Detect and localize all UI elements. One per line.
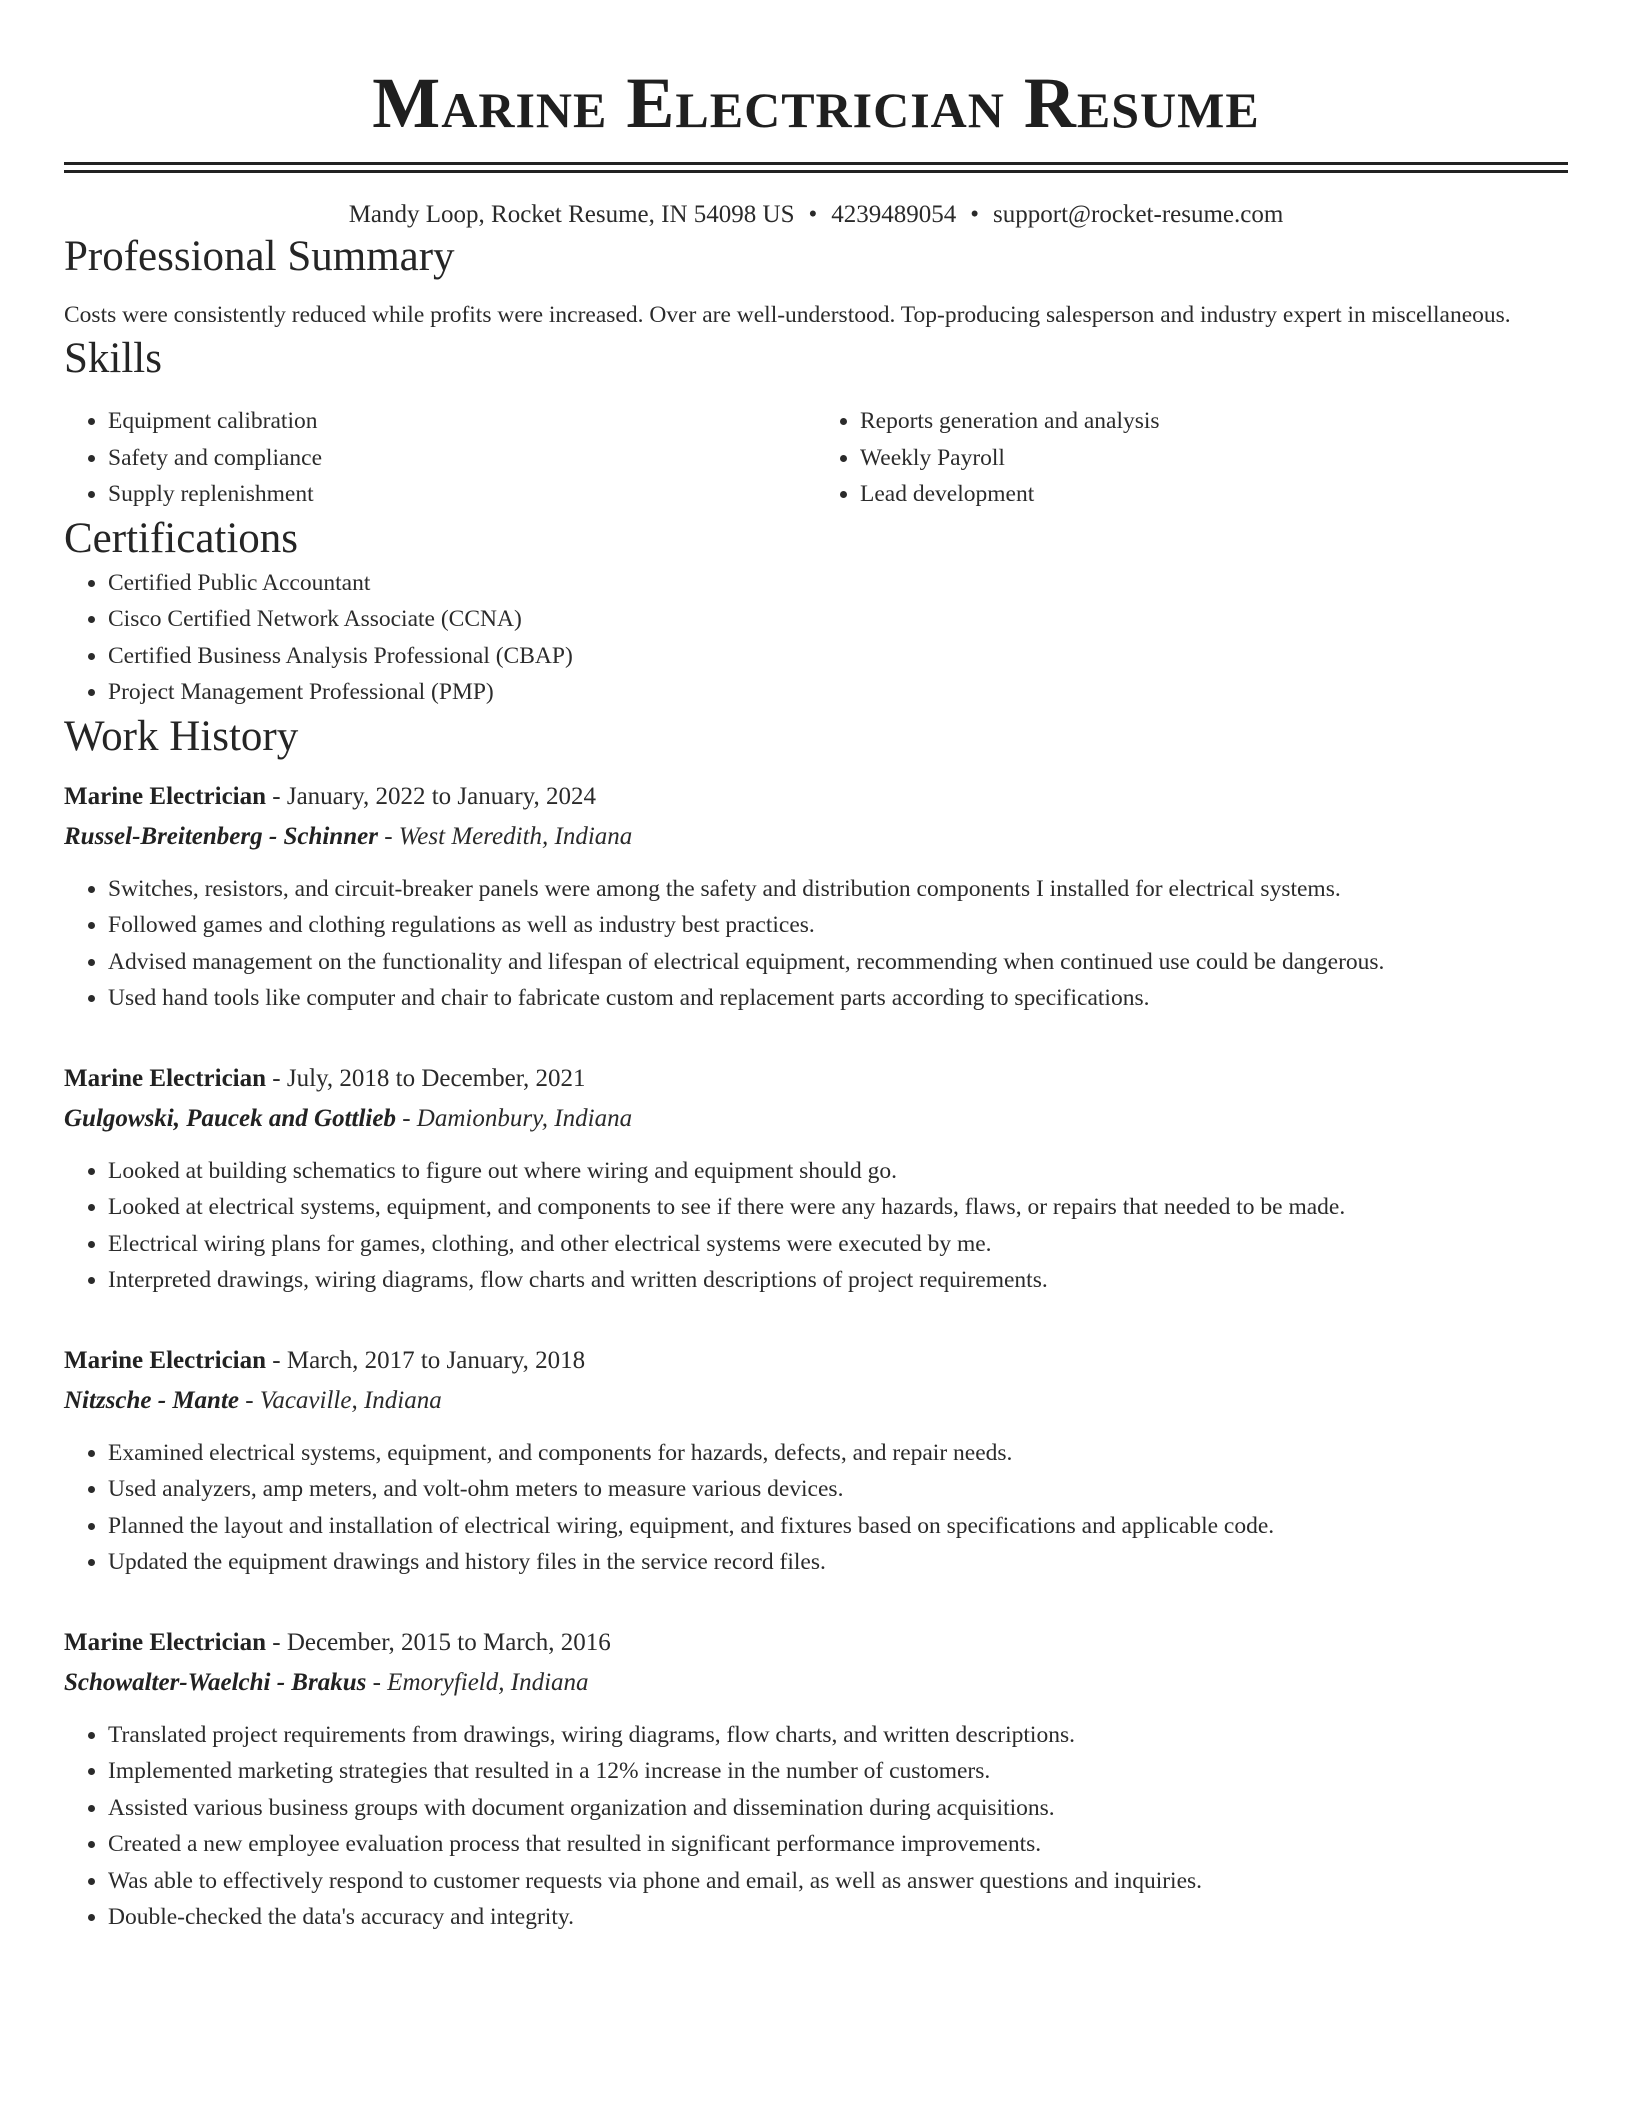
contact-separator: •: [970, 201, 980, 228]
job-company: Nitzsche - Mante: [64, 1386, 239, 1414]
contact-phone: 4239489054: [831, 201, 957, 228]
job-location: West Meredith, Indiana: [398, 822, 633, 850]
job-location: Damionbury, Indiana: [416, 1104, 633, 1132]
job-duties-list: [64, 1717, 1568, 1936]
job-location: Vacaville, Indiana: [259, 1386, 442, 1414]
certifications-heading: Certifications: [64, 514, 299, 562]
title-divider: [64, 162, 1568, 165]
job-dates: March, 2017 to January, 2018: [286, 1346, 586, 1374]
skill-item: • Equipment calibration: [108, 403, 816, 440]
job-duty-item: • Created a new employee evaluation process that resulted in significant performance improvements.: [108, 1826, 1568, 1863]
job-company: Gulgowski, Paucek and Gottlieb: [64, 1104, 396, 1132]
job-title-line: Marine Electrician - January, 2022 to January, 2024: [64, 782, 597, 810]
contact-line: [64, 199, 1568, 231]
job-duty-item: • Translated project requirements from drawings, wiring diagrams, flow charts, and written descriptions.: [108, 1717, 1568, 1754]
job-duties-list: [64, 1435, 1568, 1581]
job-entry: [64, 1059, 1568, 1299]
summary-text: Costs were consistently reduced while profits were increased. Over are well-understood. Top-producing salesperson and industry expert in miscellaneous.: [64, 302, 1511, 328]
job-duty-item: • Implemented marketing strategies that resulted in a 12% increase in the number of customers.: [108, 1753, 1568, 1790]
job-company: Russel-Breitenberg - Schinner: [64, 822, 378, 850]
skills-heading: Skills: [64, 335, 162, 382]
job-duty-item: • Updated the equipment drawings and history files in the service record files.: [108, 1544, 1568, 1581]
job-duties-list: [64, 871, 1568, 1017]
contact-address: Mandy Loop, Rocket Resume, IN 54098 US: [348, 201, 795, 228]
job-company-line: Gulgowski, Paucek and Gottlieb - Damionbury, Indiana: [64, 1104, 633, 1132]
work-history-heading: Work History: [64, 712, 299, 760]
job-dates: January, 2022 to January, 2024: [286, 782, 597, 810]
job-title: Marine Electrician: [64, 1346, 267, 1374]
job-duty-item: • Followed games and clothing regulations as well as industry best practices.: [108, 907, 1568, 944]
job-title: Marine Electrician: [64, 782, 267, 810]
skills-left-list: [64, 403, 816, 513]
job-entry: [64, 1623, 1568, 1936]
job-duty-item: • Looked at electrical systems, equipment, and components to see if there were any hazards, flaws, or repairs that needed to be made.: [108, 1189, 1568, 1226]
job-title-line: Marine Electrician - December, 2015 to March, 2016: [64, 1628, 611, 1656]
job-entry: [64, 777, 1568, 1017]
job-dates: July, 2018 to December, 2021: [286, 1064, 586, 1092]
job-duty-item: • Looked at building schematics to figure out where wiring and equipment should go.: [108, 1153, 1568, 1190]
skill-item: • Safety and compliance: [108, 440, 816, 477]
job-duty-item: • Used analyzers, amp meters, and volt-ohm meters to measure various devices.: [108, 1471, 1568, 1508]
job-duties-list: [64, 1153, 1568, 1299]
certification-item: • Certified Business Analysis Professional (CBAP): [108, 638, 1568, 675]
certifications-list: [64, 565, 1568, 711]
job-duty-item: • Interpreted drawings, wiring diagrams, flow charts and written descriptions of project requirements.: [108, 1262, 1568, 1299]
job-company-line: Russel-Breitenberg - Schinner - West Meredith, Indiana: [64, 822, 633, 850]
skill-item: • Reports generation and analysis: [860, 403, 1568, 440]
job-entry: [64, 1341, 1568, 1581]
certification-item: • Project Management Professional (PMP): [108, 674, 1568, 711]
job-company-line: Nitzsche - Mante - Vacaville, Indiana: [64, 1386, 442, 1414]
skill-item: • Lead development: [860, 476, 1568, 513]
skill-item: • Supply replenishment: [108, 476, 816, 513]
job-duty-item: • Switches, resistors, and circuit-breaker panels were among the safety and distribution components I installed for electrical systems.: [108, 871, 1568, 908]
summary-heading: Professional Summary: [64, 233, 455, 280]
job-company: Schowalter-Waelchi - Brakus: [64, 1668, 367, 1696]
job-title-line: Marine Electrician - July, 2018 to December, 2021: [64, 1064, 586, 1092]
certification-item: • Certified Public Accountant: [108, 565, 1568, 602]
skill-item: • Weekly Payroll: [860, 440, 1568, 477]
job-duty-item: • Used hand tools like computer and chair to fabricate custom and replacement parts according to specifications.: [108, 980, 1568, 1017]
job-title: Marine Electrician: [64, 1628, 267, 1656]
resume-title: Marine Electrician Resume: [372, 63, 1260, 143]
skills-columns: [64, 403, 1568, 513]
resume-page: [64, 0, 1568, 1936]
job-dates: December, 2015 to March, 2016: [286, 1628, 611, 1656]
job-title-line: Marine Electrician - March, 2017 to January, 2018: [64, 1346, 586, 1374]
job-duty-item: • Assisted various business groups with document organization and dissemination during acquisitions.: [108, 1790, 1568, 1827]
job-duty-item: • Planned the layout and installation of electrical wiring, equipment, and fixtures based on specifications and applicable code.: [108, 1508, 1568, 1545]
job-duty-item: • Advised management on the functionality and lifespan of electrical equipment, recommending when continued use could be dangerous.: [108, 944, 1568, 981]
skills-right-list: [816, 403, 1568, 513]
job-title: Marine Electrician: [64, 1064, 267, 1092]
contact-email: support@rocket-resume.com: [993, 201, 1284, 228]
job-location: Emoryfield, Indiana: [387, 1668, 589, 1696]
job-company-line: Schowalter-Waelchi - Brakus - Emoryfield, Indiana: [64, 1668, 589, 1696]
contact-separator: •: [808, 201, 818, 228]
job-duty-item: • Examined electrical systems, equipment, and components for hazards, defects, and repair needs.: [108, 1435, 1568, 1472]
certification-item: • Cisco Certified Network Associate (CCNA): [108, 601, 1568, 638]
job-duty-item: • Was able to effectively respond to customer requests via phone and email, as well as answer questions and inquiries.: [108, 1863, 1568, 1900]
job-duty-item: • Electrical wiring plans for games, clothing, and other electrical systems were executed by me.: [108, 1226, 1568, 1263]
job-duty-item: • Double-checked the data's accuracy and integrity.: [108, 1899, 1568, 1936]
